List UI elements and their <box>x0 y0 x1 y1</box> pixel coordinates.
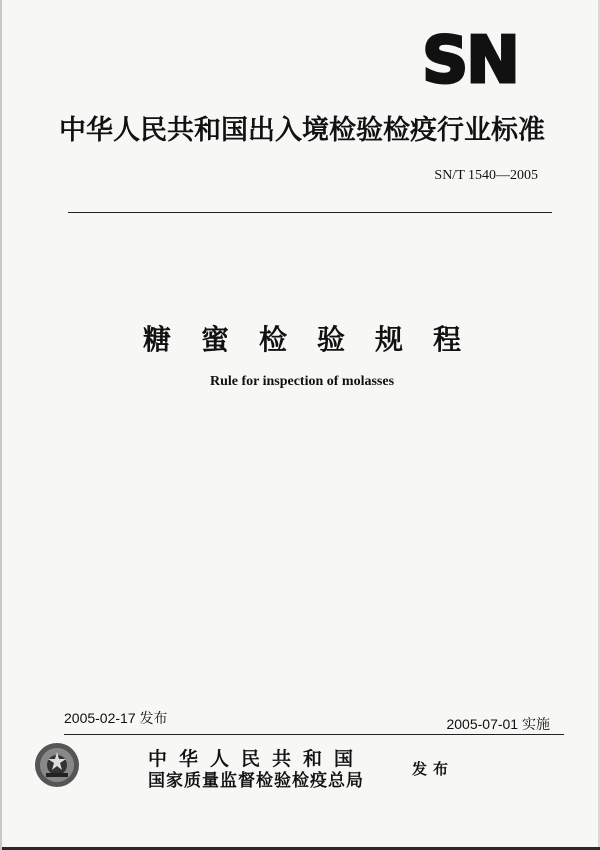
sn-logo-text: SN <box>422 28 518 88</box>
document-title-english: Rule for inspection of molasses <box>209 374 395 389</box>
header-divider <box>68 212 552 213</box>
publish-date: 2005-02-17 发布 <box>64 710 168 726</box>
issuer-agency: 国家质量监督检验检疫总局 <box>148 771 364 791</box>
issuer-publish-label: 发布 <box>412 760 455 778</box>
footer-divider <box>64 734 564 735</box>
standard-number: SN/T 1540—2005 <box>434 168 538 183</box>
document-title-chinese: 糖蜜检验规程 <box>142 323 491 356</box>
industry-standard-title: 中华人民共和国出入境检验检疫行业标准 <box>59 115 545 146</box>
sn-logo <box>410 28 530 88</box>
national-emblem-icon <box>32 740 82 790</box>
implementation-date: 2005-07-01 实施 <box>446 716 550 732</box>
issuer-country: 中华人民共和国 <box>148 748 366 770</box>
